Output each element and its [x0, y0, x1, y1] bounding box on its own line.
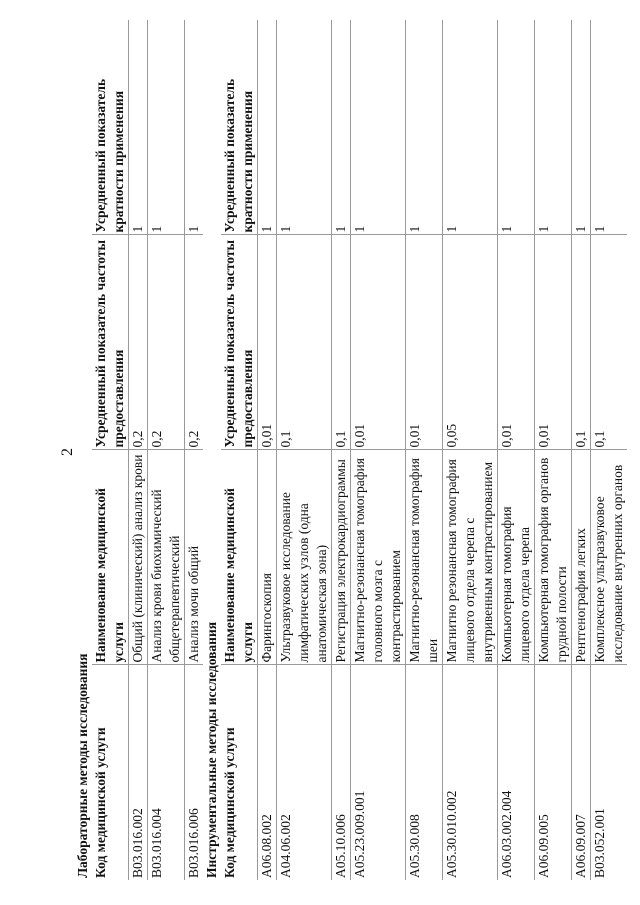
service-code: A05.10.006 — [332, 665, 351, 880]
service-name: Магнитно резонансная томография лицевого отдела черепа с внутривенным контрастированием — [443, 450, 498, 665]
service-code: B03.052.001 — [591, 665, 628, 880]
frequency-value: 0,1 — [572, 235, 591, 450]
section-title-row — [203, 20, 221, 880]
table-row — [572, 20, 591, 880]
header-name: Наименование медицинской услуги — [221, 450, 258, 665]
service-name: Анализ крови биохимический общетерапевтический — [148, 450, 185, 665]
frequency-value: 0,2 — [148, 235, 185, 450]
table-row — [148, 20, 185, 880]
multiplicity-value: 1 — [148, 20, 185, 235]
section-title: Лабораторные методы исследования — [75, 653, 90, 878]
service-name: Рентгенография легких — [572, 450, 591, 665]
section-title: Инструментальные методы исследования — [204, 621, 219, 878]
service-code: B03.016.006 — [185, 665, 204, 880]
section-title-row — [74, 20, 92, 880]
header-code: Код медицинской услуги — [222, 727, 237, 878]
multiplicity-value: 1 — [443, 20, 498, 235]
service-name: Общий (клинический) анализ крови — [129, 450, 148, 665]
header-multiplicity: Усредненный показатель кратности применения — [221, 20, 258, 235]
header-code: Код медицинской услуги — [93, 727, 108, 878]
service-name: Ультразвуковое исследование лимфатических узлов (одна анатомическая зона) — [277, 450, 332, 665]
table-row — [535, 20, 572, 880]
service-name: Фарингоскопия — [258, 450, 277, 665]
frequency-value: 0,1 — [332, 235, 351, 450]
header-frequency: Усредненный показатель частоты предоставления — [221, 235, 258, 450]
frequency-value: 0,1 — [591, 235, 628, 450]
service-name: Магнитно-резонансная томография шеи — [406, 450, 443, 665]
multiplicity-value: 1 — [185, 20, 204, 235]
header-row — [221, 20, 258, 880]
frequency-value: 0,01 — [535, 235, 572, 450]
frequency-value: 0,2 — [129, 235, 148, 450]
multiplicity-value: 1 — [258, 20, 277, 235]
service-code: A06.08.002 — [258, 665, 277, 880]
multiplicity-value: 1 — [591, 20, 628, 235]
multiplicity-value: 1 — [572, 20, 591, 235]
multiplicity-value: 1 — [351, 20, 406, 235]
multiplicity-value: 1 — [535, 20, 572, 235]
header-row — [92, 20, 129, 880]
service-code: A05.23.009.001 — [351, 665, 406, 880]
table-row — [443, 20, 498, 880]
table-row — [129, 20, 148, 880]
header-multiplicity: Усредненный показатель кратности применения — [92, 20, 129, 235]
service-code: A06.03.002.004 — [498, 665, 535, 880]
rotated-page-content — [74, 20, 625, 880]
table-row — [277, 20, 332, 880]
service-name: Компьютерная томография органов грудной полости — [535, 450, 572, 665]
frequency-value: 0,1 — [277, 235, 332, 450]
table-row — [406, 20, 443, 880]
header-name: Наименование медицинской услуги — [92, 450, 129, 665]
table-row — [258, 20, 277, 880]
frequency-value: 0,01 — [258, 235, 277, 450]
frequency-value: 0,2 — [185, 235, 204, 450]
service-code: A06.09.007 — [572, 665, 591, 880]
multiplicity-value: 1 — [498, 20, 535, 235]
service-code: A05.30.010.002 — [443, 665, 498, 880]
service-code: B03.016.004 — [148, 665, 185, 880]
services-table — [74, 20, 627, 880]
service-code: A04.06.002 — [277, 665, 332, 880]
service-name: Компьютерная томография лицевого отдела черепа — [498, 450, 535, 665]
service-name: Комплексное ультразвуковое исследование внутренних органов — [591, 450, 628, 665]
service-name: Анализ мочи общий — [185, 450, 204, 665]
service-name: Регистрация электрокардиограммы — [332, 450, 351, 665]
multiplicity-value: 1 — [129, 20, 148, 235]
table-row — [591, 20, 628, 880]
frequency-value: 0,01 — [351, 235, 406, 450]
service-code: A06.09.005 — [535, 665, 572, 880]
table-row — [351, 20, 406, 880]
frequency-value: 0,01 — [406, 235, 443, 450]
frequency-value: 0,05 — [443, 235, 498, 450]
service-code: A05.30.008 — [406, 665, 443, 880]
table-row — [185, 20, 204, 880]
service-name: Магнитно-резонансная томография головного мозга с контрастированием — [351, 450, 406, 665]
service-code: B03.016.002 — [129, 665, 148, 880]
multiplicity-value: 1 — [332, 20, 351, 235]
multiplicity-value: 1 — [406, 20, 443, 235]
header-frequency: Усредненный показатель частоты предоставления — [92, 235, 129, 450]
multiplicity-value: 1 — [277, 20, 332, 235]
page-number: 2 — [59, 448, 76, 456]
table-row — [498, 20, 535, 880]
table-row — [332, 20, 351, 880]
frequency-value: 0,01 — [498, 235, 535, 450]
